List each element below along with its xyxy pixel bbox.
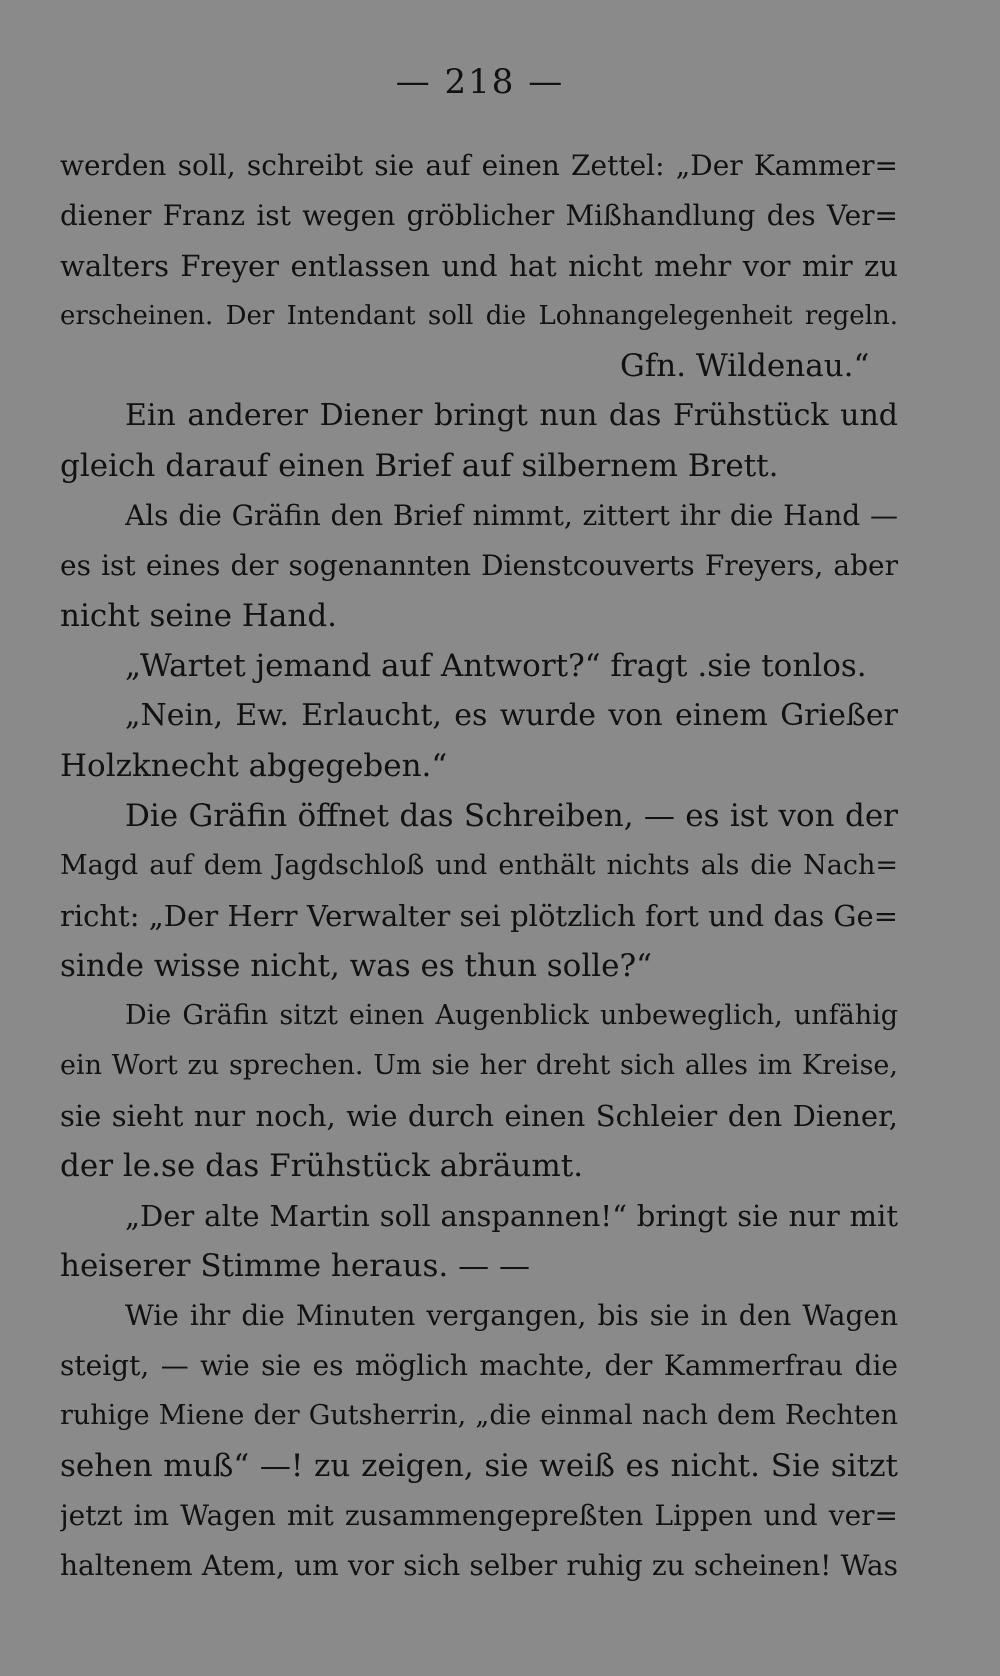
text-line: ein Wort zu sprechen. Um sie her dreht sich alles im Kreise, <box>60 1050 898 1081</box>
text-line: werden soll, schreibt sie auf einen Zettel: „Der Kammer= <box>60 149 898 182</box>
text-line: erscheinen. Der Intendant soll die Lohnangelegenheit regeln. <box>60 301 898 331</box>
text-line: es ist eines der sogenannten Dienstcouverts Freyers, aber <box>60 549 898 582</box>
text-line: „Nein, Ew. Erlaucht, es wurde von einem Grießer <box>125 698 898 733</box>
text-line: „Der alte Martin soll anspannen!“ bringt sie nur mit <box>125 1199 898 1233</box>
text-line: walters Freyer entlassen und hat nicht mehr vor mir zu <box>60 249 898 283</box>
text-line: haltenem Atem, um vor sich selber ruhig zu scheinen! Was <box>60 1549 898 1582</box>
text-line: Die Gräfin sitzt einen Augenblick unbeweglich, unfähig <box>125 1000 898 1031</box>
text-line: ruhige Miene der Gutsherrin, „die einmal nach dem Rechten <box>60 1400 898 1431</box>
signature-line: Gfn. Wildenau.“ <box>620 348 870 384</box>
text-line: jetzt im Wagen mit zusammengepreßten Lippen und ver= <box>60 1499 898 1532</box>
text-line: Wie ihr die Minuten vergangen, bis sie in den Wagen <box>125 1299 898 1332</box>
text-line: sinde wisse nicht, was es thun solle?“ <box>60 948 652 984</box>
text-line: der le.se das Frühstück abräumt. <box>60 1148 584 1184</box>
text-line: „Wartet jemand auf Antwort?“ fragt .sie tonlos. <box>125 648 867 684</box>
text-line: Holzknecht abgegeben.“ <box>60 748 448 784</box>
text-line: Als die Gräfin den Brief nimmt, zittert ihr die Hand — <box>125 499 898 532</box>
text-line: heiserer Stimme heraus. — — <box>60 1248 530 1284</box>
text-line: richt: „Der Herr Verwalter sei plötzlich fort und das Ge= <box>60 899 898 933</box>
text-line: diener Franz ist wegen gröblicher Mißhandlung des Ver= <box>60 199 898 232</box>
page-number: — 218 — <box>395 62 565 102</box>
text-line: sehen muß“ —! zu zeigen, sie weiß es nicht. Sie sitzt <box>60 1448 898 1484</box>
text-line: Die Gräfin öffnet das Schreiben, — es ist von der <box>125 798 898 834</box>
text-line: Magd auf dem Jagdschloß und enthält nichts als die Nach= <box>60 850 898 881</box>
text-line: gleich darauf einen Brief auf silbernem Brett. <box>60 448 779 484</box>
text-line: nicht seine Hand. <box>60 598 338 634</box>
text-line: Ein anderer Diener bringt nun das Frühstück und <box>125 398 898 433</box>
text-line: sie sieht nur noch, wie durch einen Schleier den Diener, <box>60 1099 898 1133</box>
text-line: steigt, — wie sie es möglich machte, der Kammerfrau die <box>60 1349 898 1382</box>
